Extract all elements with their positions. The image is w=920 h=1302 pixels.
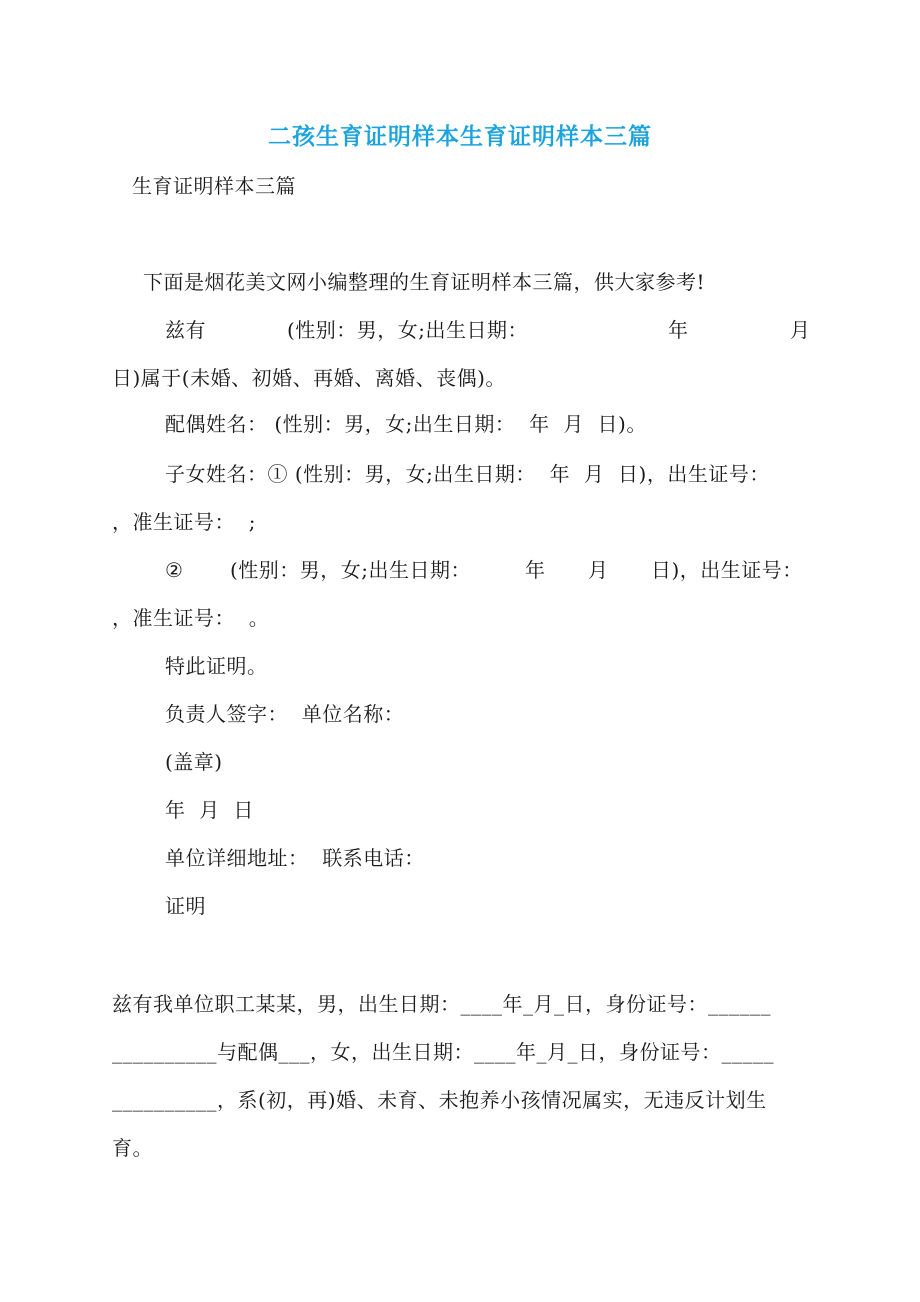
- child2-number: ②: [165, 558, 184, 582]
- cert2-line4: 育。: [112, 1136, 153, 1160]
- cert2-line1: 兹有我单位职工某某，男，出生日期：____年_月_日，身份证号：______: [112, 992, 771, 1016]
- cert1-line1-prefix: 兹有: [165, 318, 206, 342]
- signer-line: 负责人签字： 单位名称：: [165, 702, 405, 726]
- cert2-line3: __________，系(初，再)婚、未育、未抱养小孩情况属实，无违反计划生: [112, 1088, 767, 1112]
- special-certify: 特此证明。: [165, 654, 268, 678]
- cert1-line1-month: 月: [790, 318, 811, 342]
- address-line: 单位详细地址： 联系电话：: [165, 846, 425, 870]
- child2-year: 年: [525, 558, 546, 582]
- child2-month: 月: [588, 558, 609, 582]
- intro-paragraph: 下面是烟花美文网小编整理的生育证明样本三篇，供大家参考!: [143, 270, 706, 294]
- child2-gender-birth: (性别：男，女;出生日期：: [230, 558, 472, 582]
- child2-day-birthcert: 日)，出生证号：: [651, 558, 803, 582]
- child1-line: 子女姓名：① (性别：男，女;出生日期： 年 月 日)，出生证号：: [165, 462, 770, 486]
- cert2-heading: 证明: [165, 894, 206, 918]
- cert1-line1-year: 年: [668, 318, 689, 342]
- seal-line: (盖章): [165, 750, 223, 774]
- spouse-line: 配偶姓名： (性别：男，女;出生日期： 年 月 日)。: [165, 412, 647, 436]
- subtitle: 生育证明样本三篇: [132, 174, 296, 198]
- cert1-line2: 日)属于(未婚、初婚、再婚、离婚、丧偶)。: [112, 366, 506, 390]
- cert2-line2: __________与配偶___，女，出生日期：____年_月_日，身份证号：_____: [112, 1040, 774, 1064]
- date-line: 年 月 日: [165, 798, 254, 822]
- document-title: 二孩生育证明样本生育证明样本三篇: [268, 124, 652, 150]
- cert1-line1-gender-birth: (性别：男，女;出生日期：: [287, 318, 529, 342]
- child1-continuation: ，准生证号： ;: [112, 510, 256, 534]
- child2-continuation: ，准生证号： 。: [112, 606, 270, 630]
